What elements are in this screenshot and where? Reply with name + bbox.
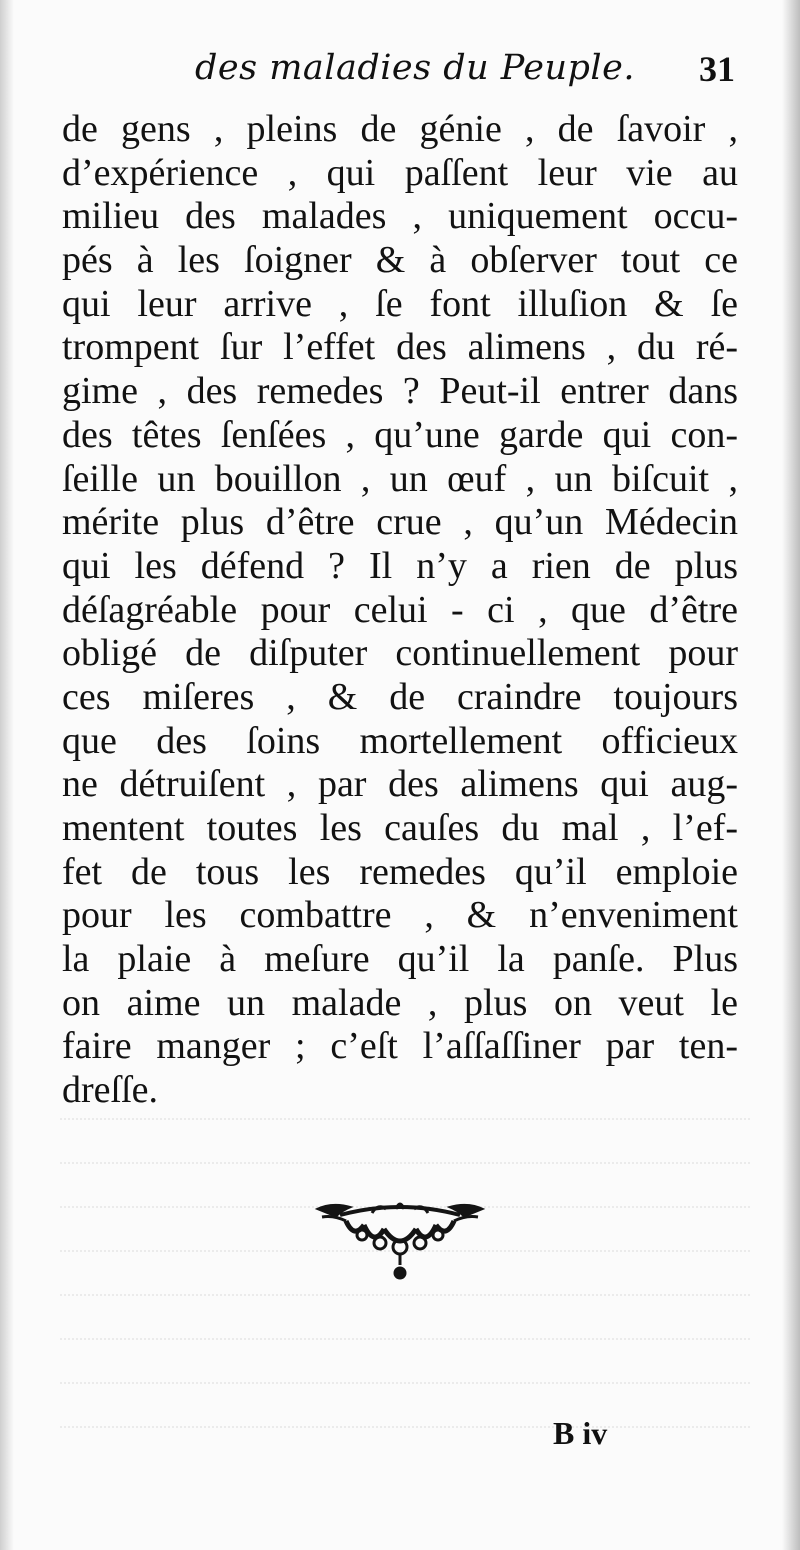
text-line: pour les combattre , & n’enveniment [62, 894, 738, 937]
text-line: déſagréable pour celui - ci , que d’être [62, 588, 738, 631]
text-line: faire manger ; c’eſt l’aſſaſſiner par ten- [62, 1025, 738, 1068]
text-line: obligé de diſputer continuellement pour [62, 632, 738, 675]
text-line: dreſſe. [62, 1069, 159, 1112]
text-line: mérite plus d’être crue , qu’un Médecin [62, 501, 738, 544]
text-line: fet de tous les remedes qu’il emploie [62, 850, 738, 893]
tailpiece-ornament-icon [312, 1195, 488, 1289]
page-edge-shadow-left [0, 0, 14, 1550]
text-line: mentent toutes les cauſes du mal , l’ef- [62, 807, 738, 849]
text-line: qui les défend ? Il n’y a rien de plus [62, 544, 738, 587]
running-head [195, 48, 735, 98]
text-line: milieu des malades , uniquement occu- [62, 195, 738, 238]
text-line: ſeille un bouillon , un œuf , un biſcuit , [62, 457, 738, 500]
text-line: qui leur arrive , ſe font illuſion & ſe [62, 282, 738, 325]
text-line: la plaie à meſure qu’il la panſe. Plus [62, 938, 738, 981]
text-line: de gens , pleins de génie , de ſavoir , [62, 108, 738, 150]
text-line: ne détruiſent , par des alimens qui aug- [62, 763, 738, 806]
text-line: on aime un malade , plus on veut le [62, 981, 738, 1024]
text-line: pés à les ſoigner & à obſerver tout ce [62, 239, 738, 282]
text-line: d’expérience , qui paſſent leur vie au [62, 151, 738, 194]
text-line: des têtes ſenſées , qu’une garde qui con- [62, 413, 738, 456]
text-line: trompent ſur l’effet des alimens , du ré- [62, 326, 738, 369]
text-line: gime , des remedes ? Peut-il entrer dans [62, 370, 738, 413]
running-title: des maladies du Peuple. [195, 48, 635, 88]
signature-mark: B iv [553, 1415, 608, 1451]
body-text [62, 108, 738, 1113]
text-line: que des ſoins mortellement officieux [62, 719, 738, 762]
page-number: 31 [699, 49, 735, 89]
text-line: ces miſeres , & de craindre toujours [62, 675, 738, 718]
page-edge-shadow-right [782, 0, 800, 1550]
